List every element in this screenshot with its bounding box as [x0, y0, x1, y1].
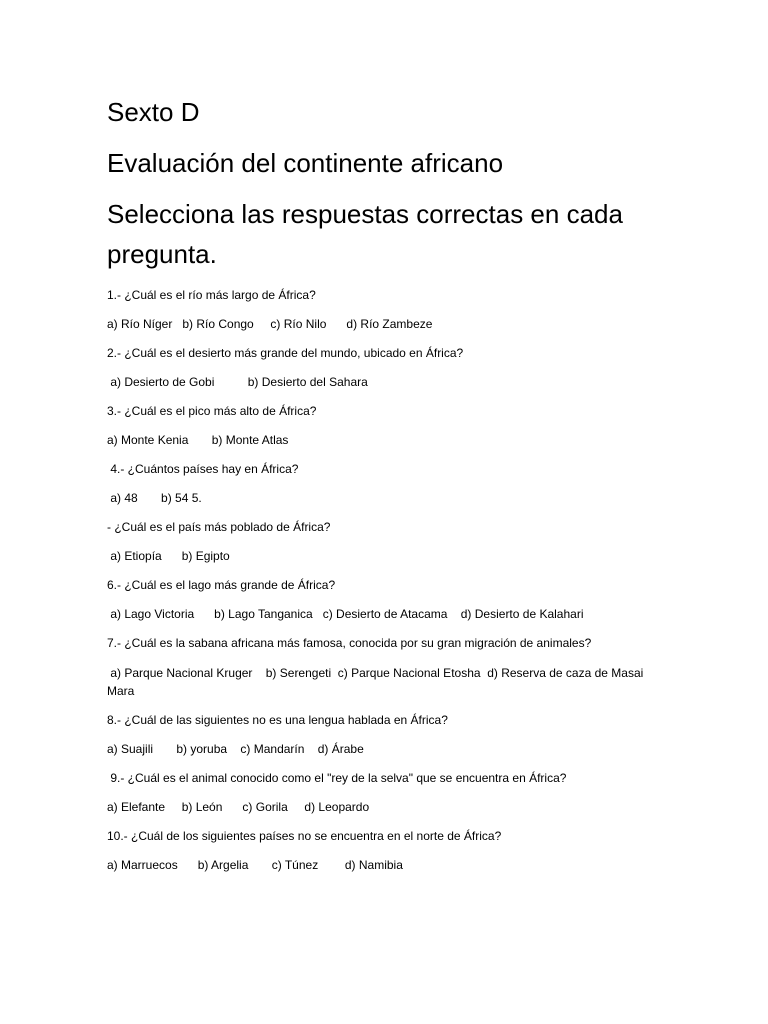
instructions: Selecciona las respuestas correctas en cada pregunta. — [107, 199, 623, 269]
question-8: 8.- ¿Cuál de las siguientes no es una lengua hablada en África? — [107, 713, 448, 727]
options-6: a) Lago Victoria b) Lago Tanganica c) Desierto de Atacama d) Desierto de Kalahari — [107, 607, 584, 621]
options-4: a) 48 b) 54 5. — [107, 491, 202, 505]
question-2: 2.- ¿Cuál es el desierto más grande del mundo, ubicado en África? — [107, 346, 464, 360]
options-9: a) Elefante b) León c) Gorila d) Leopardo — [107, 800, 370, 814]
question-7: 7.- ¿Cuál es la sabana africana más famosa, conocida por su gran migración de animales? — [107, 636, 592, 650]
options-10: a) Marruecos b) Argelia c) Túnez d) Namibia — [107, 858, 403, 872]
question-10: 10.- ¿Cuál de los siguientes países no se encuentra en el norte de África? — [107, 829, 502, 843]
question-3: 3.- ¿Cuál es el pico más alto de África? — [107, 404, 317, 418]
question-4: 4.- ¿Cuántos países hay en África? — [107, 462, 299, 476]
options-1: a) Río Níger b) Río Congo c) Río Nilo d) Río Zambeze — [107, 317, 433, 331]
question-6: 6.- ¿Cuál es el lago más grande de África? — [107, 578, 336, 592]
document-title: Evaluación del continente africano — [107, 148, 504, 178]
options-8: a) Suajili b) yoruba c) Mandarín d) Árabe — [107, 742, 364, 756]
options-5: a) Etiopía b) Egipto — [107, 549, 230, 563]
options-3: a) Monte Kenia b) Monte Atlas — [107, 433, 289, 447]
options-2: a) Desierto de Gobi b) Desierto del Sahara — [107, 375, 368, 389]
question-1: 1.- ¿Cuál es el río más largo de África? — [107, 288, 316, 302]
class-name: Sexto D — [107, 97, 200, 127]
question-5: - ¿Cuál es el país más poblado de África? — [107, 520, 331, 534]
question-9: 9.- ¿Cuál es el animal conocido como el "rey de la selva" que se encuentra en África? — [107, 771, 567, 785]
options-7: a) Parque Nacional Kruger b) Serengeti c) Parque Nacional Etosha d) Reserva de caza de Masai Mara — [107, 666, 647, 698]
